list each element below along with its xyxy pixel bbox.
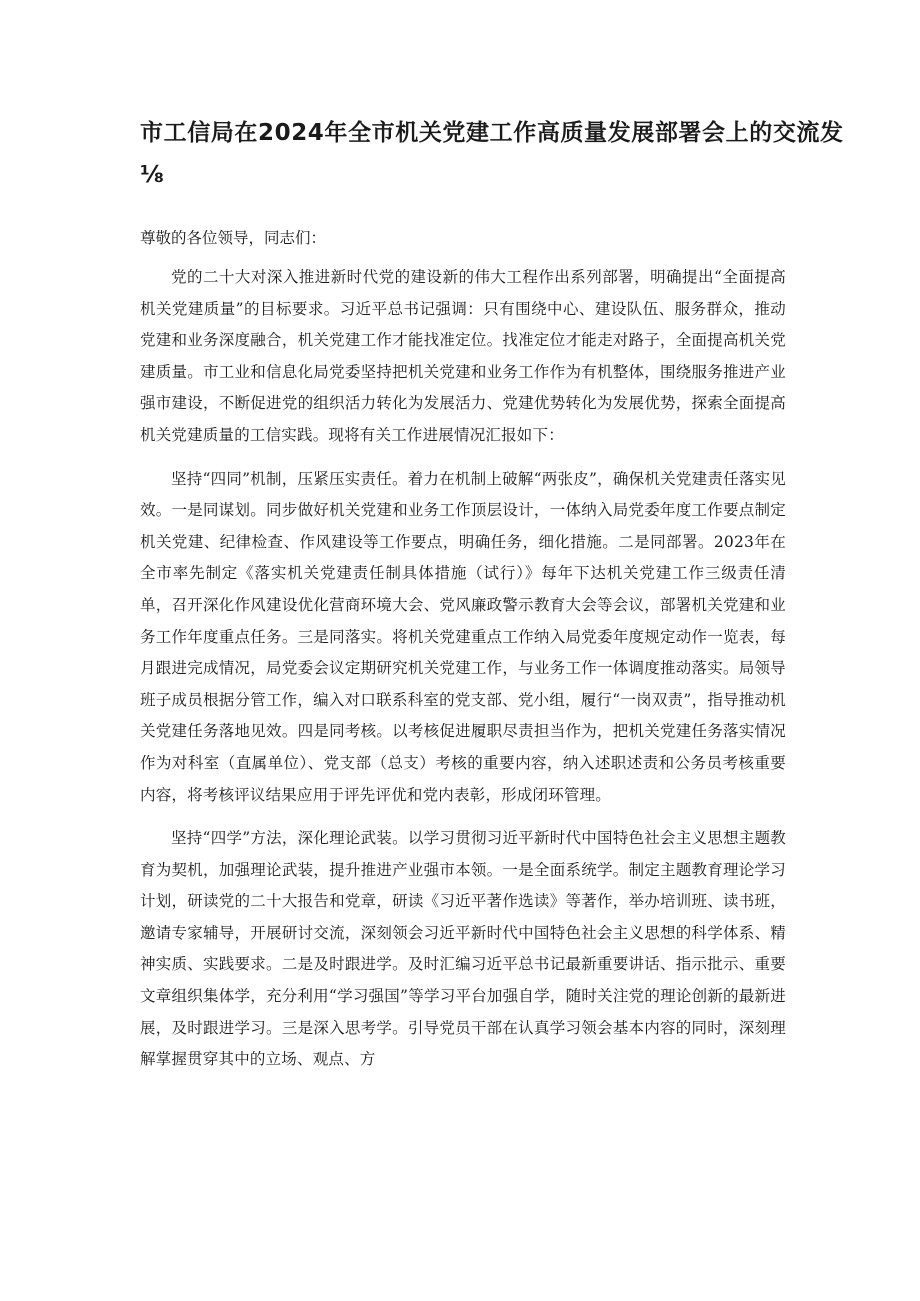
paragraph-four-togethers: 坚持“四同”机制，压紧压实责任。着力在机制上破解“两张皮”，确保机关党建责任落实见效。一是同谋划。同步做好机关党建和业务工作顶层设计，一体纳入局党委年度工作要点制定机关党建、纪律检查、作风建设等工作要点，明确任务，细化措施。二是同部署。2023年在全市率先制定《落实机关党建责任制具体措施（试行）》每年下达机关党建工作三级责任清单，召开深化作风建设优化营商环境大会、党风廉政警示教育大会等会议，部署机关党建和业务工作年度重点任务。三是同落实。将机关党建重点工作纳入局党委年度规定动作一览表，每月跟进完成情况，局党委会议定期研究机关党建工作，与业务工作一体调度推动落实。局领导班子成员根据分管工作，编入对口联系科室的党支部、党小组，履行“一岗双责”，指导推动机关党建任务落地见效。四是同考核。以考核促进履职尽责担当作为，把机关党建任务落实情况作为对科室（直属单位）、党支部（总支）考核的重要内容，纳入述职述责和公务员考核重要内容，将考核评议结果应用于评先评优和党内表彰，形成闭环管理。 [140, 469, 786, 804]
document-title-line-1: 市工信局在2024年全市机关党建工作高质量发展部署会上的交流发 [140, 120, 844, 146]
paragraph-intro: 党的二十大对深入推进新时代党的建设新的伟大工程作出系列部署，明确提出“全面提高机关党建质量”的目标要求。习近平总书记强调：只有围绕中心、建设队伍、服务群众，推动党建和业务深度融合，机关党建工作才能找准定位。找准定位才能走对路子，全面提高机关党建质量。市工业和信息化局党委坚持把机关党建和业务工作作为有机整体，围绕服务推进产业强市建设，不断促进党的组织活力转化为发展活力、党建优势转化为发展优势，探索全面提高机关党建质量的工信实践。现将有关工作进展情况汇报如下： [140, 268, 786, 444]
document-title-line-2: ⅛ [140, 162, 165, 188]
document-page [140, 112, 844, 1088]
paragraph-four-studies: 坚持“四学”方法，深化理论武装。以学习贯彻习近平新时代中国特色社会主义思想主题教育为契机，加强理论武装，提升推进产业强市本领。一是全面系统学。制定主题教育理论学习计划，研读党的二十大报告和党章，研读《习近平著作选读》等著作，举办培训班、读书班，邀请专家辅导，开展研讨交流，深刻领会习近平新时代中国特色社会主义思想的科学体系、精神实质、实践要求。二是及时跟进学。及时汇编习近平总书记最新重要讲话、指示批示、重要文章组织集体学，充分利用“学习强国”等学习平台加强自学，随时关注党的理论创新的最新进展，及时跟进学习。三是深入思考学。引导党员干部在认真学习领会基本内容的同时，深刻理解掌握贯穿其中的立场、观点、方 [140, 829, 786, 1069]
document-title [140, 112, 844, 196]
salutation: 尊敬的各位领导，同志们： [140, 229, 327, 247]
